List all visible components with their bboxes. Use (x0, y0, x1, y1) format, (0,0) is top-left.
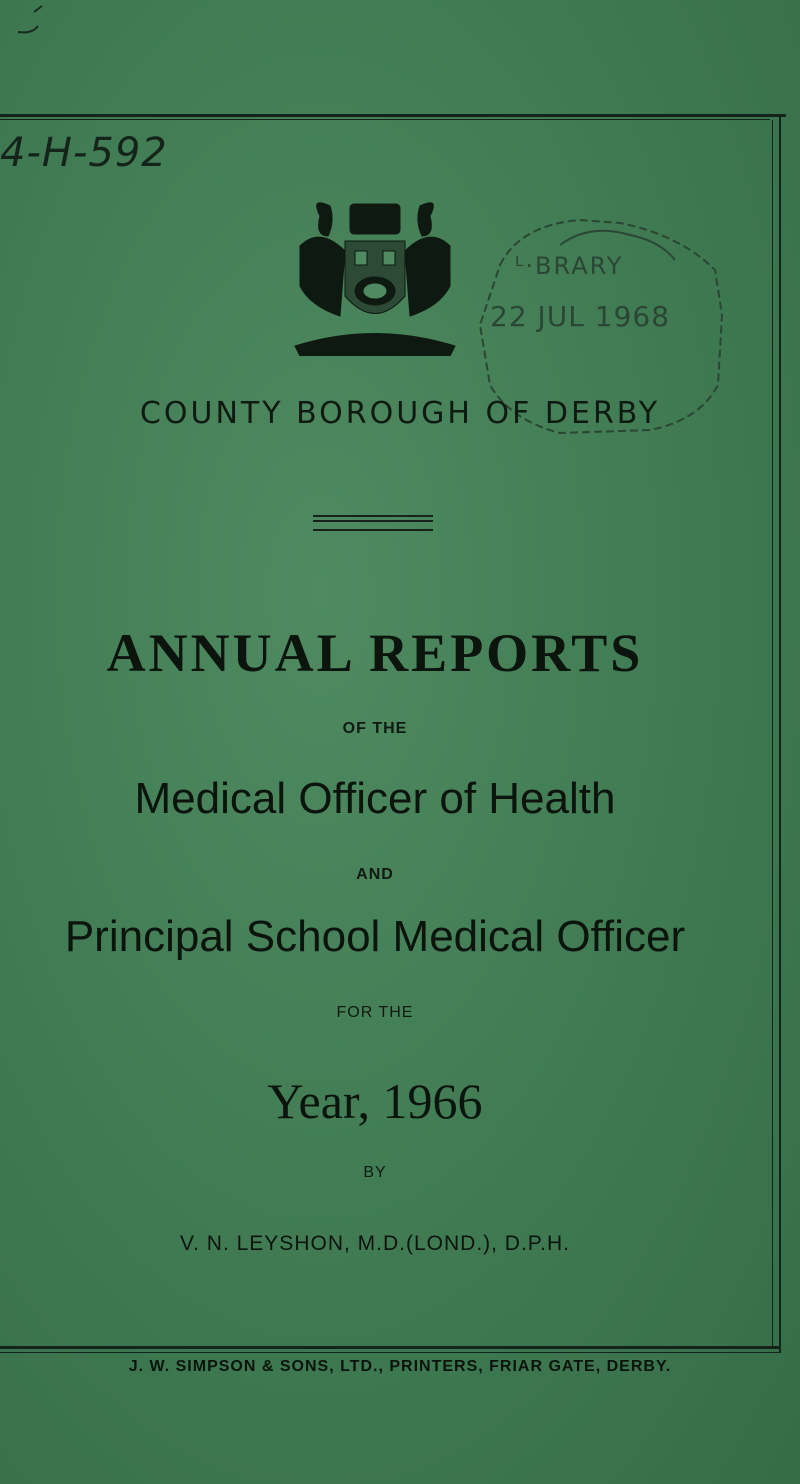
stamp-date: 22 JUL 1968 (490, 300, 671, 333)
frame-border-right (779, 114, 781, 1352)
for-the-label: FOR THE (336, 1004, 414, 1021)
frame-border-bottom-inner (0, 1352, 781, 1353)
printer-imprint: J. W. SIMPSON & SONS, LTD., PRINTERS, FRIAR GATE, DERBY. (128, 1358, 672, 1375)
frame-border-top-inner (0, 119, 770, 120)
frame-border-bottom (0, 1346, 781, 1349)
double-rule-divider (313, 515, 433, 531)
catalog-mark: 4-H-592 (0, 130, 168, 176)
by-label: BY (363, 1164, 387, 1181)
county-borough-heading: COUNTY BOROUGH OF DERBY (139, 396, 661, 431)
report-title: ANNUAL REPORTS (106, 623, 644, 683)
and-label: AND (356, 866, 394, 883)
of-the-label: OF THE (342, 720, 408, 737)
role-medical-officer: Medical Officer of Health (134, 774, 616, 823)
stamp-library-text: ᴸ·BRARY (515, 252, 624, 280)
pencil-mark (14, 4, 44, 44)
frame-border-right-inner (772, 120, 773, 1346)
borough-coat-of-arms-icon (290, 196, 460, 356)
frame-border-top (0, 114, 786, 117)
report-year: Year, 1966 (267, 1073, 483, 1129)
author-name: V. N. LEYSHON, M.D.(LOND.), D.P.H. (180, 1232, 570, 1255)
role-school-medical-officer: Principal School Medical Officer (64, 912, 686, 961)
